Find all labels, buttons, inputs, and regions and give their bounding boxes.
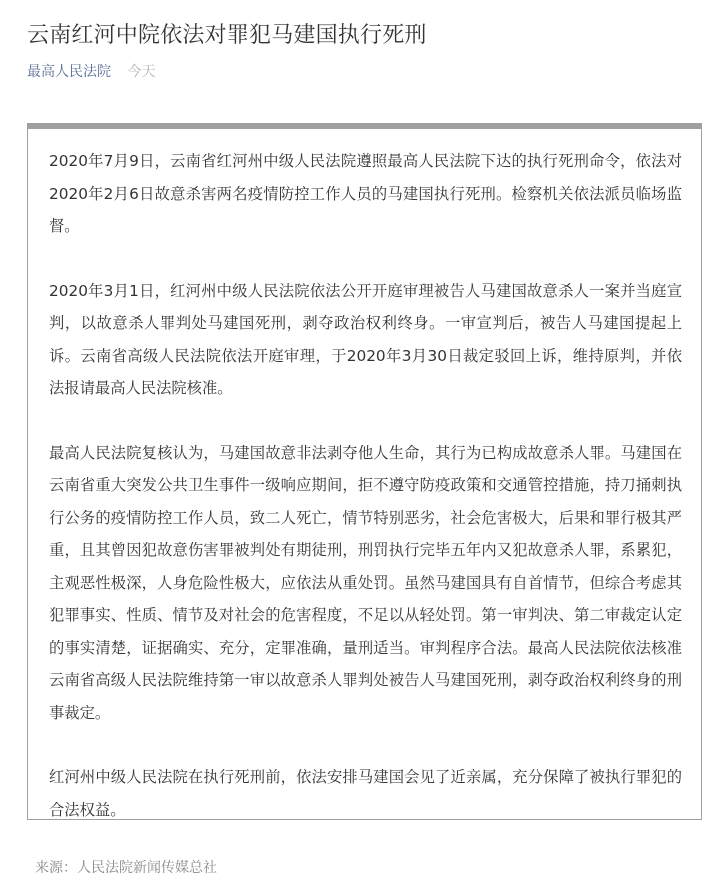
- article-content-box: [27, 123, 702, 820]
- publish-date: 今天: [127, 64, 156, 80]
- article-paragraph: 2020年3月1日，红河州中级人民法院依法公开开庭审理被告人马建国故意杀人一案并当庭宣判，以故意杀人罪判处马建国死刑，剥夺政治权利终身。一审宣判后，被告人马建国提起上诉。云南省高级人民法院依法开庭审理，于2020年3月30日裁定驳回上诉，维持原判，并依法报请最高人民法院核准。: [49, 281, 682, 397]
- article-paragraph: 最高人民法院复核认为，马建国故意非法剥夺他人生命，其行为已构成故意杀人罪。马建国在云南省重大突发公共卫生事件一级响应期间，拒不遵守防疫政策和交通管控措施，持刀捅刺执行公务的疫情防控工作人员，致二人死亡，情节特别恶劣，社会危害极大，后果和罪行极其严重，且其曾因犯故意伤害罪被判处有期徒刑，刑罚执行完毕五年内又犯故意杀人罪，系累犯，主观恶性极深，人身危险性极大，应依法从重处罚。虽然马建国具有自首情节，但综合考虑其犯罪事实、性质、情节及对社会的危害程度，不足以从轻处罚。第一审判决、第二审裁定认定的事实清楚，证据确实、充分，定罪准确，量刑适当。审判程序合法。最高人民法院依法核准云南省高级人民法院维持第一审以故意杀人罪判处被告人马建国死刑，剥夺政治权利终身的刑事裁定。: [49, 443, 682, 722]
- article-source: 来源：人民法院新闻传媒总社: [35, 860, 217, 876]
- article-body: [49, 145, 682, 826]
- author-link[interactable]: 最高人民法院: [27, 64, 111, 80]
- article-title: 云南红河中院依法对罪犯马建国执行死刑: [27, 23, 427, 48]
- article-paragraph: 红河州中级人民法院在执行死刑前，依法安排马建国会见了近亲属，充分保障了被执行罪犯的合法权益。: [49, 768, 682, 819]
- article-paragraph: 2020年7月9日，云南省红河州中级人民法院遵照最高人民法院下达的执行死刑命令，依法对2020年2月6日故意杀害两名疫情防控工作人员的马建国执行死刑。检察机关依法派员临场监督。: [49, 152, 682, 235]
- article-meta: [27, 61, 155, 81]
